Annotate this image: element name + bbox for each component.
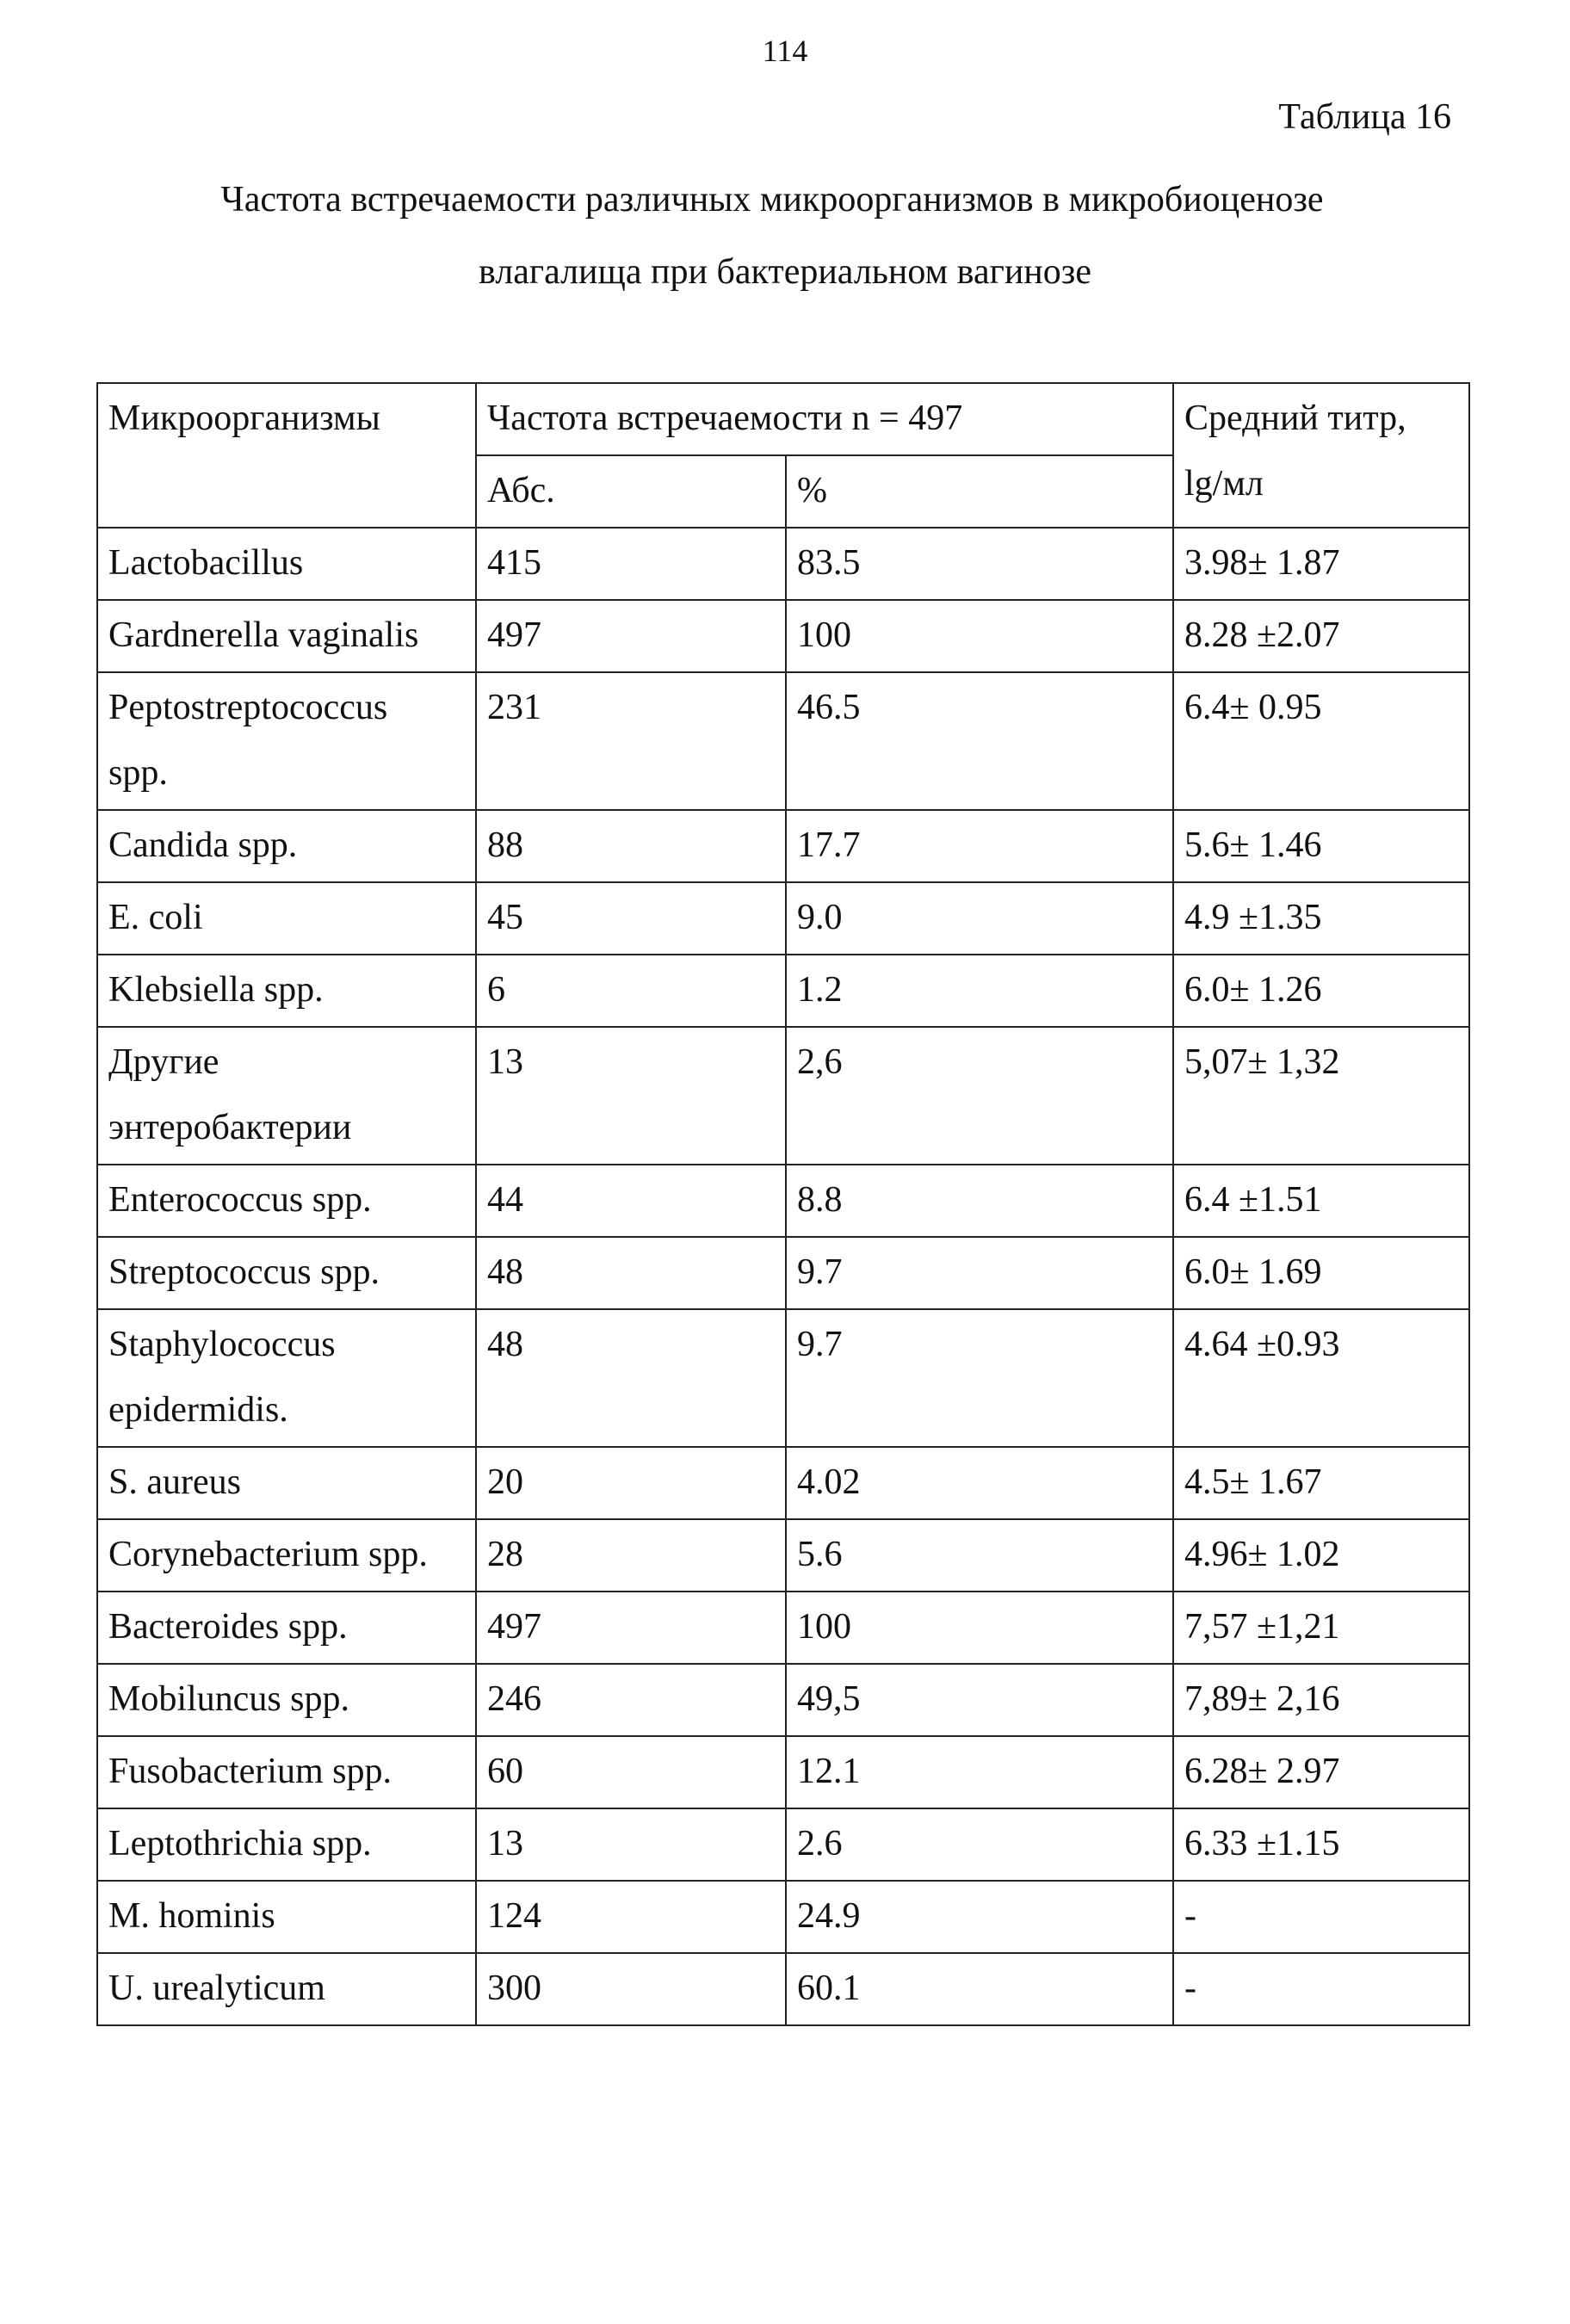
- cell-microorganism: Gardnerella vaginalis: [97, 600, 476, 672]
- cell-microorganism: Staphylococcus epidermidis.: [97, 1309, 476, 1447]
- cell-percent: 100: [786, 600, 1173, 672]
- cell-percent: 100: [786, 1592, 1173, 1664]
- table-row: [97, 1736, 1469, 1808]
- cell-abs: 6: [476, 955, 786, 1027]
- cell-mean-titer: 4.9 ±1.35: [1173, 882, 1469, 955]
- cell-percent: 49,5: [786, 1664, 1173, 1736]
- cell-microorganism: Peptostreptococcus spp.: [97, 672, 476, 810]
- cell-microorganism: U. urealyticum: [97, 1953, 476, 2025]
- table-row: [97, 1953, 1469, 2025]
- cell-mean-titer: 6.0± 1.26: [1173, 955, 1469, 1027]
- table-row: [97, 1592, 1469, 1664]
- cell-microorganism: E. coli: [97, 882, 476, 955]
- header-percent: %: [786, 455, 1173, 528]
- cell-mean-titer: 5,07± 1,32: [1173, 1027, 1469, 1165]
- cell-abs: 13: [476, 1808, 786, 1881]
- table-row: [97, 528, 1469, 600]
- cell-microorganism: Streptococcus spp.: [97, 1237, 476, 1309]
- cell-abs: 45: [476, 882, 786, 955]
- table-row: [97, 600, 1469, 672]
- cell-microorganism: Mobiluncus spp.: [97, 1664, 476, 1736]
- cell-mean-titer: 6.4± 0.95: [1173, 672, 1469, 810]
- table-row: [97, 1808, 1469, 1881]
- table-row: [97, 672, 1469, 810]
- table-row: [97, 1447, 1469, 1519]
- cell-mean-titer: 4.96± 1.02: [1173, 1519, 1469, 1592]
- table-row: [97, 1881, 1469, 1953]
- microorganisms-table: [96, 382, 1470, 2026]
- cell-percent: 9.0: [786, 882, 1173, 955]
- header-mean-titer-line-2: lg/мл: [1184, 464, 1264, 504]
- cell-abs: 497: [476, 600, 786, 672]
- cell-abs: 44: [476, 1165, 786, 1237]
- cell-microorganism: S. aureus: [97, 1447, 476, 1519]
- cell-abs: 48: [476, 1237, 786, 1309]
- table-label: Таблица 16: [1278, 97, 1451, 137]
- cell-abs: 124: [476, 1881, 786, 1953]
- cell-abs: 231: [476, 672, 786, 810]
- cell-mean-titer: 4.64 ±0.93: [1173, 1309, 1469, 1447]
- cell-mean-titer: 6.0± 1.69: [1173, 1237, 1469, 1309]
- table-row: [97, 810, 1469, 882]
- cell-mean-titer: 6.33 ±1.15: [1173, 1808, 1469, 1881]
- cell-microorganism: M. hominis: [97, 1881, 476, 1953]
- cell-mean-titer: 4.5± 1.67: [1173, 1447, 1469, 1519]
- cell-percent: 4.02: [786, 1447, 1173, 1519]
- table-title: [0, 164, 1570, 308]
- cell-percent: 24.9: [786, 1881, 1173, 1953]
- cell-mean-titer: 7,89± 2,16: [1173, 1664, 1469, 1736]
- table-row: [97, 1237, 1469, 1309]
- cell-microorganism: Enterococcus spp.: [97, 1165, 476, 1237]
- cell-microorganism: Klebsiella spp.: [97, 955, 476, 1027]
- cell-microorganism: Candida spp.: [97, 810, 476, 882]
- cell-mean-titer: -: [1173, 1953, 1469, 2025]
- table-row: [97, 882, 1469, 955]
- cell-abs: 88: [476, 810, 786, 882]
- cell-abs: 246: [476, 1664, 786, 1736]
- cell-mean-titer: -: [1173, 1881, 1469, 1953]
- cell-abs: 13: [476, 1027, 786, 1165]
- cell-abs: 48: [476, 1309, 786, 1447]
- table-row: [97, 1027, 1469, 1165]
- cell-percent: 83.5: [786, 528, 1173, 600]
- table-row: [97, 955, 1469, 1027]
- table-row: [97, 1309, 1469, 1447]
- cell-percent: 5.6: [786, 1519, 1173, 1592]
- table-row: [97, 1519, 1469, 1592]
- header-mean-titer-line-1: Средний титр,: [1184, 399, 1406, 438]
- cell-abs: 497: [476, 1592, 786, 1664]
- cell-percent: 2.6: [786, 1808, 1173, 1881]
- cell-percent: 46.5: [786, 672, 1173, 810]
- cell-mean-titer: 8.28 ±2.07: [1173, 600, 1469, 672]
- header-abs: Абс.: [476, 455, 786, 528]
- cell-percent: 2,6: [786, 1027, 1173, 1165]
- cell-mean-titer: 7,57 ±1,21: [1173, 1592, 1469, 1664]
- cell-microorganism: Lactobacillus: [97, 528, 476, 600]
- cell-microorganism: Corynebacterium spp.: [97, 1519, 476, 1592]
- cell-abs: 300: [476, 1953, 786, 2025]
- page-number: 114: [762, 34, 808, 68]
- cell-mean-titer: 5.6± 1.46: [1173, 810, 1469, 882]
- cell-abs: 28: [476, 1519, 786, 1592]
- cell-mean-titer: 6.28± 2.97: [1173, 1736, 1469, 1808]
- cell-microorganism: Leptothrichia spp.: [97, 1808, 476, 1881]
- cell-abs: 415: [476, 528, 786, 600]
- cell-abs: 20: [476, 1447, 786, 1519]
- cell-microorganism: Fusobacterium spp.: [97, 1736, 476, 1808]
- cell-abs: 60: [476, 1736, 786, 1808]
- cell-percent: 12.1: [786, 1736, 1173, 1808]
- cell-percent: 9.7: [786, 1237, 1173, 1309]
- cell-microorganism: Другие энтеробактерии: [97, 1027, 476, 1165]
- cell-percent: 8.8: [786, 1165, 1173, 1237]
- cell-percent: 9.7: [786, 1309, 1173, 1447]
- table-row: [97, 1165, 1469, 1237]
- table-title-line-2: влагалища при бактериальном вагинозе: [478, 252, 1092, 292]
- table-row: [97, 1664, 1469, 1736]
- cell-percent: 17.7: [786, 810, 1173, 882]
- cell-microorganism: Bacteroides spp.: [97, 1592, 476, 1664]
- cell-mean-titer: 3.98± 1.87: [1173, 528, 1469, 600]
- cell-mean-titer: 6.4 ±1.51: [1173, 1165, 1469, 1237]
- header-microorganisms: Микроорганизмы: [97, 383, 476, 528]
- header-mean-titer: [1173, 383, 1469, 528]
- table-header-row: [97, 383, 1469, 455]
- table-title-line-1: Частота встречаемости различных микроорганизмов в микробиоценозе: [220, 180, 1324, 219]
- cell-percent: 1.2: [786, 955, 1173, 1027]
- header-frequency: Частота встречаемости n = 497: [476, 383, 1173, 455]
- cell-percent: 60.1: [786, 1953, 1173, 2025]
